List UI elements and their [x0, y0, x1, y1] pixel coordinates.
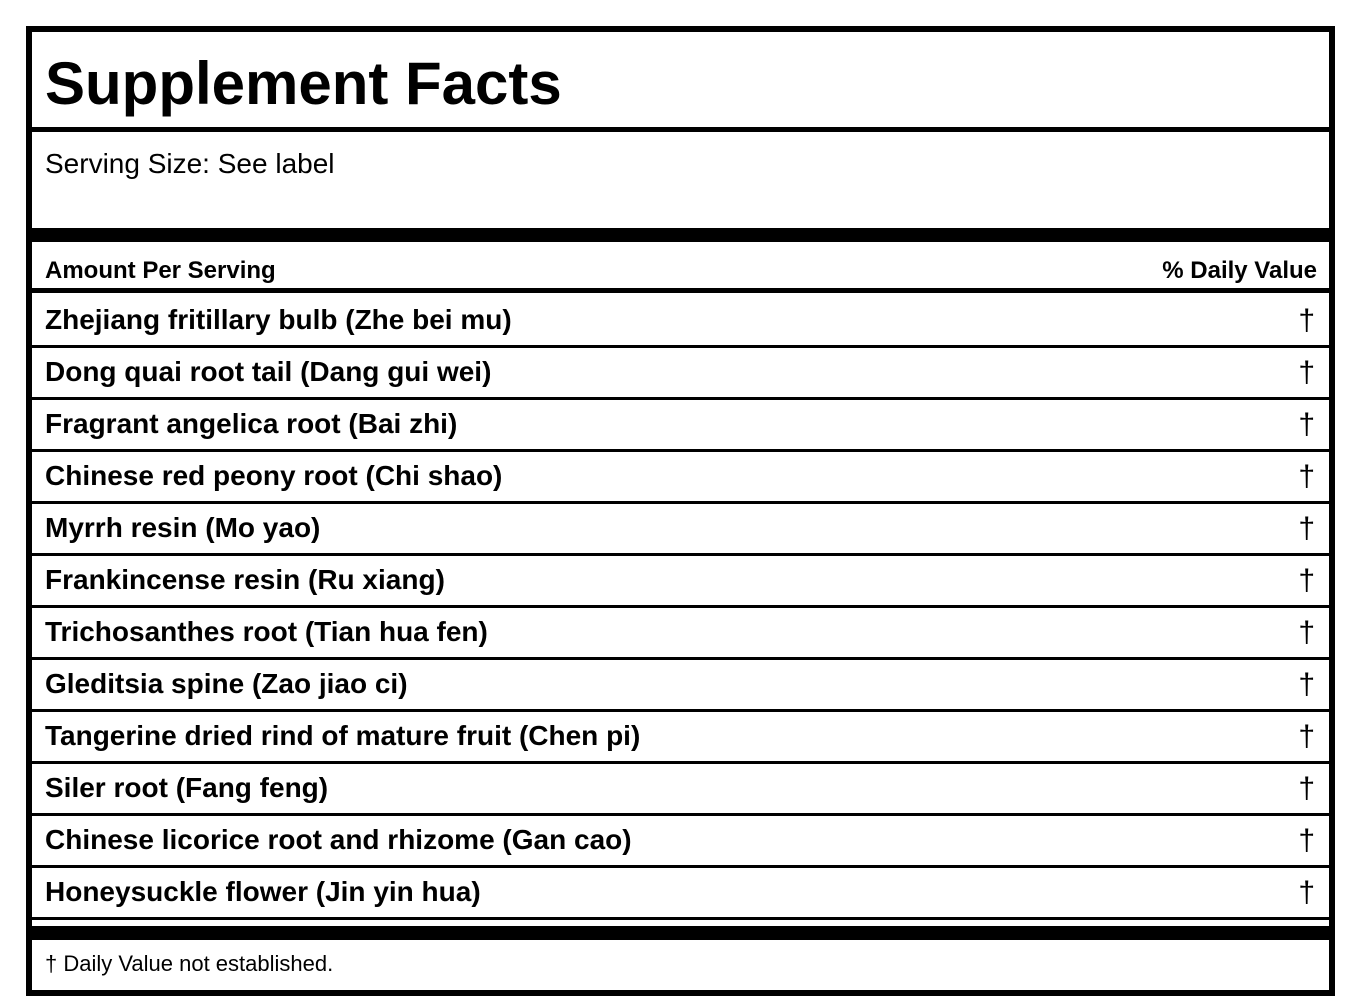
- ingredient-row: [32, 764, 1329, 816]
- ingredient-daily-value: †: [1298, 876, 1315, 909]
- supplement-facts-panel: [26, 26, 1335, 996]
- ingredient-name: Chinese licorice root and rhizome (Gan cao): [45, 824, 632, 855]
- ingredient-row: [32, 452, 1329, 504]
- header-divider: [32, 288, 1329, 293]
- ingredient-name: Zhejiang fritillary bulb (Zhe bei mu): [45, 304, 512, 335]
- ingredient-row: [32, 868, 1329, 920]
- amount-per-serving-header: Amount Per Serving: [45, 257, 276, 284]
- ingredient-name: Siler root (Fang feng): [45, 772, 329, 803]
- ingredient-name: Honeysuckle flower (Jin yin hua): [45, 876, 481, 907]
- ingredient-name: Tangerine dried rind of mature fruit (Chen pi): [45, 720, 641, 751]
- ingredient-row: [32, 556, 1329, 608]
- ingredient-list: [32, 296, 1329, 920]
- serving-size: Serving Size: See label: [45, 148, 335, 179]
- panel-title: Supplement Facts: [45, 50, 562, 117]
- ingredient-row: [32, 348, 1329, 400]
- ingredient-daily-value: †: [1298, 668, 1315, 701]
- ingredient-daily-value: †: [1298, 512, 1315, 545]
- ingredient-name: Myrrh resin (Mo yao): [45, 512, 321, 543]
- ingredient-row: [32, 400, 1329, 452]
- ingredient-daily-value: †: [1298, 408, 1315, 441]
- ingredient-row: [32, 608, 1329, 660]
- ingredient-daily-value: †: [1298, 304, 1315, 337]
- ingredient-daily-value: †: [1298, 564, 1315, 597]
- ingredient-row: [32, 660, 1329, 712]
- thick-divider-bottom: [32, 926, 1329, 940]
- ingredient-row: [32, 296, 1329, 348]
- title-divider: [32, 127, 1329, 132]
- ingredient-daily-value: †: [1298, 772, 1315, 805]
- ingredient-row: [32, 504, 1329, 556]
- ingredient-daily-value: †: [1298, 824, 1315, 857]
- ingredient-name: Dong quai root tail (Dang gui wei): [45, 356, 492, 387]
- ingredient-name: Trichosanthes root (Tian hua fen): [45, 616, 488, 647]
- ingredient-name: Chinese red peony root (Chi shao): [45, 460, 503, 491]
- ingredient-daily-value: †: [1298, 356, 1315, 389]
- ingredient-row: [32, 712, 1329, 764]
- column-header-row: [32, 248, 1329, 292]
- ingredient-daily-value: †: [1298, 616, 1315, 649]
- daily-value-footnote: † Daily Value not established.: [45, 951, 334, 976]
- daily-value-header: % Daily Value: [1162, 257, 1317, 284]
- ingredient-row: [32, 816, 1329, 868]
- ingredient-name: Frankincense resin (Ru xiang): [45, 564, 445, 595]
- ingredient-name: Fragrant angelica root (Bai zhi): [45, 408, 458, 439]
- ingredient-name: Gleditsia spine (Zao jiao ci): [45, 668, 408, 699]
- ingredient-daily-value: †: [1298, 720, 1315, 753]
- ingredient-daily-value: †: [1298, 460, 1315, 493]
- thick-divider-top: [32, 228, 1329, 242]
